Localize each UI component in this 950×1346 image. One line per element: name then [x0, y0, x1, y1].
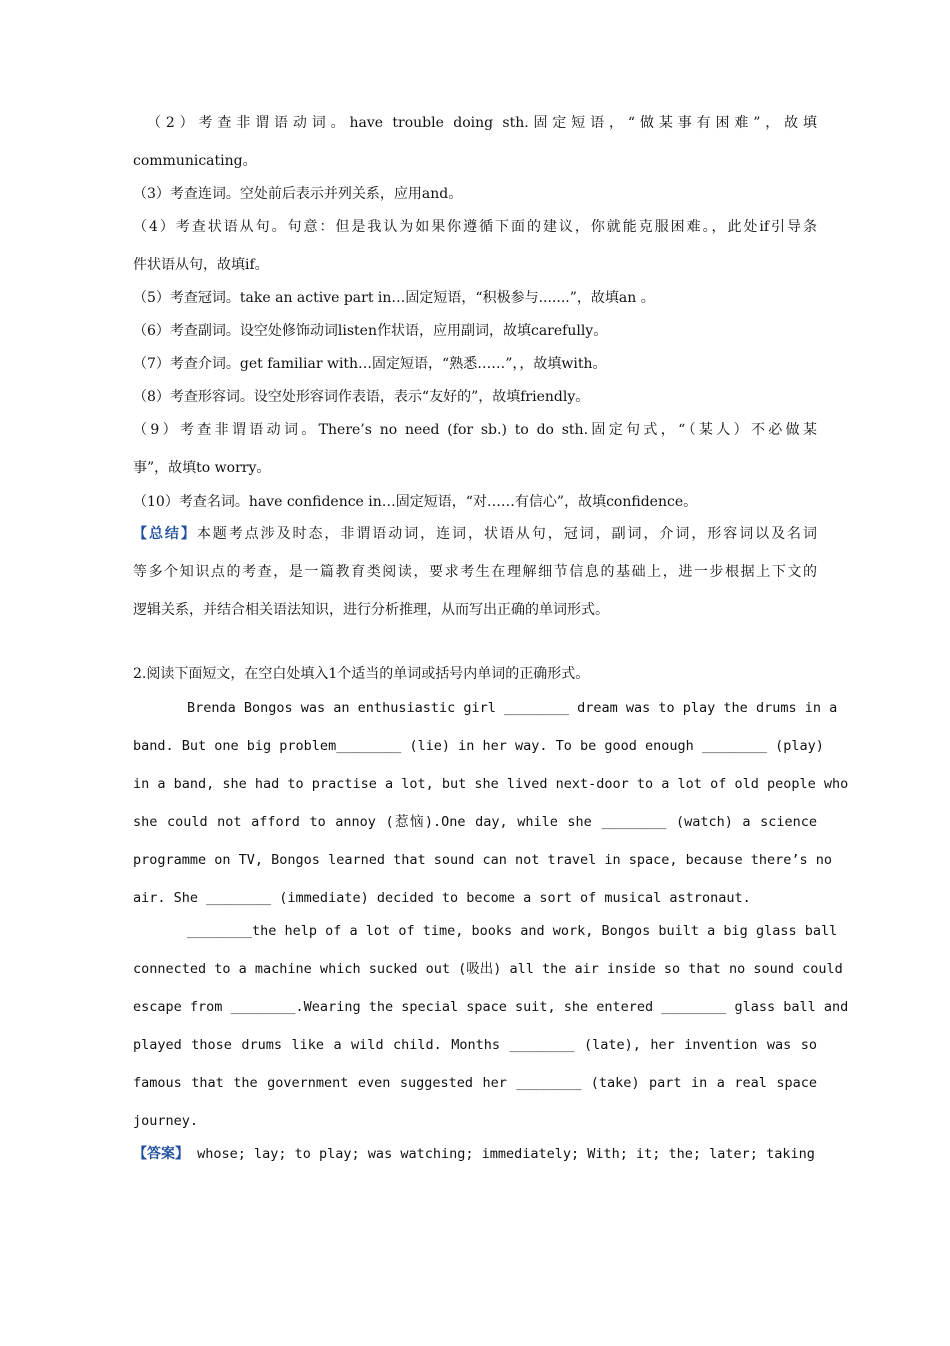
explanation-9-line-2: 事”，故填to worry。	[133, 460, 271, 476]
explanation-5: （5）考查冠词。take an active part in…固定短语，“积极参与.......”，故填an 。	[133, 290, 655, 306]
explanation-4-line-2: 件状语从句，故填if。	[133, 257, 269, 273]
passage-para-1-line-3: in a band, she had to practise a lot, but she lived next-door to a lot of old people who	[133, 776, 849, 792]
summary-line-3: 逻辑关系，并结合相关语法知识，进行分析推理，从而写出正确的单词形式。	[133, 602, 609, 618]
passage-para-2-line-2: connected to a machine which sucked out (吸出) all the air inside so that no sound could	[133, 961, 843, 977]
explanation-2-line-2: communicating。	[133, 153, 257, 169]
passage-para-1-line-2: band. But one big problem________ (lie) in her way. To be good enough ________ (play)	[133, 738, 824, 754]
explanation-8: （8）考查形容词。设空处形容词作表语，表示“友好的”，故填friendly。	[133, 389, 590, 405]
passage-para-1-line-5: programme on TV, Bongos learned that sound can not travel in space, because there’s no	[133, 852, 832, 868]
explanation-9-line-1: （9）考查非谓语动词。There’s no need (for sb.) to do sth.固定句式，“（某人）不必做某	[133, 422, 817, 438]
question-2-title: 2.阅读下面短文，在空白处填入1个适当的单词或括号内单词的正确形式。	[133, 666, 590, 682]
passage-para-2-line-5: famous that the government even suggested her ________ (take) part in a real space	[133, 1075, 817, 1091]
answer-line	[133, 1145, 817, 1163]
passage-para-1-line-1: Brenda Bongos was an enthusiastic girl ________ dream was to play the drums in a	[187, 700, 838, 716]
summary-text-1: 本题考点涉及时态，非谓语动词，连词，状语从句，冠词，副词，介词，形容词以及名词	[196, 526, 818, 542]
explanation-7: （7）考查介词。get familiar with…固定短语，“熟悉……”，，故填with。	[133, 356, 607, 372]
explanation-4-line-1: （4）考查状语从句。句意：但是我认为如果你遵循下面的建议，你就能克服困难。，此处if引导条	[133, 219, 817, 235]
answer-tag: 【答案】	[133, 1146, 189, 1162]
explanation-3: （3）考查连词。空处前后表示并列关系，应用and。	[133, 186, 463, 202]
passage-para-1-line-4: she could not afford to annoy (惹恼).One day, while she ________ (watch) a science	[133, 814, 817, 830]
explanation-2-line-1: （2）考查非谓语动词。have trouble doing sth.固定短语，“做某事有困难”，故填	[147, 115, 817, 131]
summary-line-1	[133, 525, 817, 543]
passage-para-2-line-6: journey.	[133, 1113, 199, 1129]
passage-para-2-line-4: played those drums like a wild child. Months ________ (late), her invention was so	[133, 1037, 817, 1053]
explanation-6: （6）考查副词。设空处修饰动词listen作状语，应用副词，故填carefully。	[133, 323, 608, 339]
passage-para-2-line-1: ________the help of a lot of time, books and work, Bongos built a big glass ball	[187, 923, 838, 939]
explanation-10: （10）考查名词。have confidence in…固定短语，“对……有信心”，故填confidence。	[133, 494, 698, 510]
passage-para-2-line-3: escape from ________.Wearing the special space suit, she entered ________ glass ball and	[133, 999, 849, 1015]
summary-tag: 【总结】	[133, 526, 197, 542]
summary-line-2: 等多个知识点的考查，是一篇教育类阅读，要求考生在理解细节信息的基础上，进一步根据上下文的	[133, 564, 817, 580]
passage-para-1-line-6: air. She ________ (immediate) decided to become a sort of musical astronaut.	[133, 890, 751, 906]
answer-text: whose; lay; to play; was watching; immediately; With; it; the; later; taking	[189, 1146, 815, 1162]
